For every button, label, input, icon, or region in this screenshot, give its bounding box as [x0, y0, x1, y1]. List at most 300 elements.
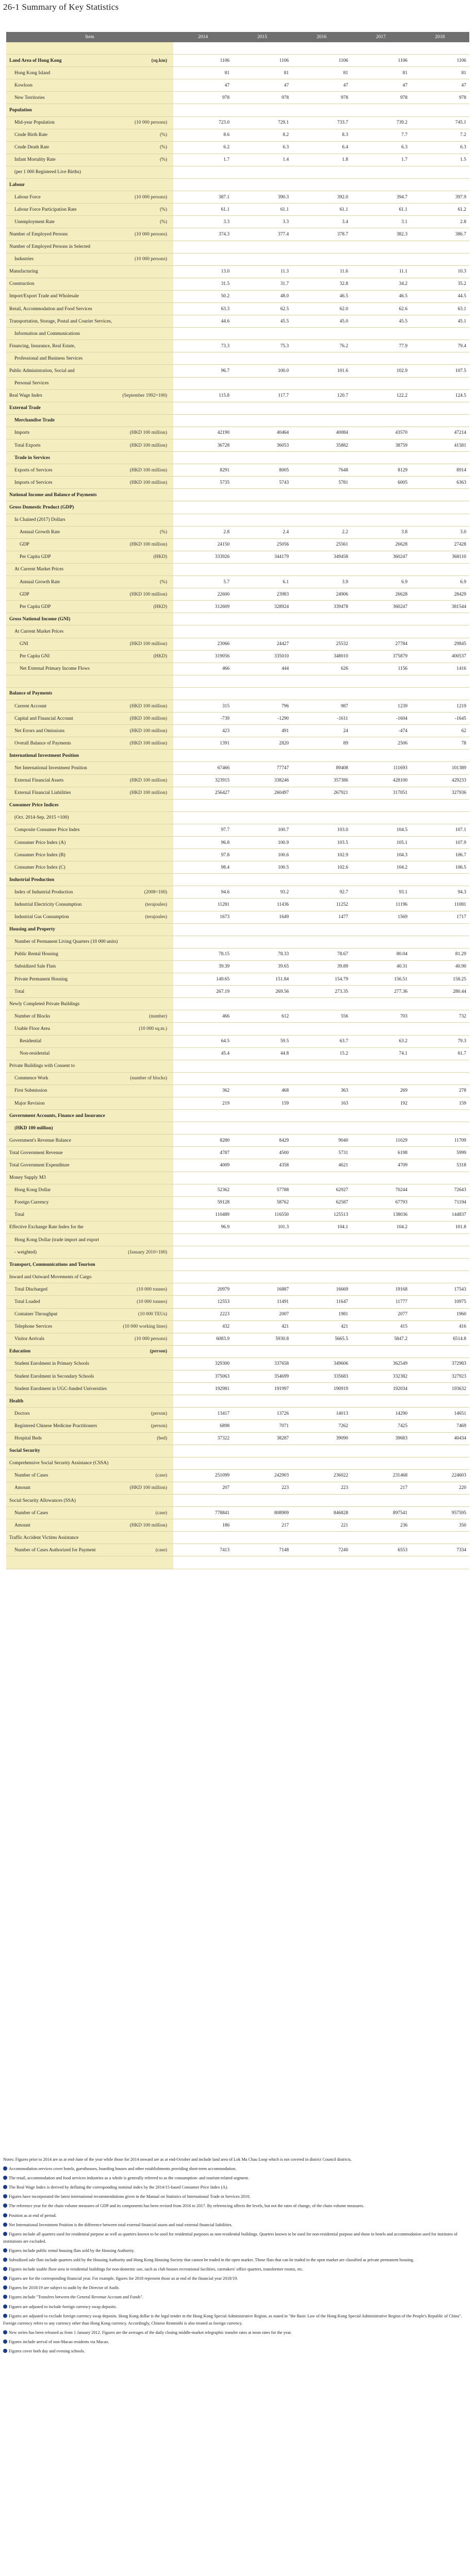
- table-row: [6, 166, 469, 178]
- value-cell-2017: 1569: [351, 911, 411, 923]
- value-cell-2016: 556: [292, 1010, 351, 1023]
- value-cell-2014: 50.2: [173, 290, 233, 302]
- value-cell-2017: 5847.2: [351, 1333, 411, 1345]
- value-cell-2015: [233, 402, 292, 414]
- row-label-cell: [6, 55, 173, 67]
- value-cell-2016: [292, 874, 351, 886]
- value-cell-2014: [173, 563, 233, 575]
- value-cell-2016: [292, 1556, 351, 1569]
- row-label-cell: [6, 774, 173, 787]
- table-row: [6, 787, 469, 799]
- value-cell-2016: 349458: [292, 551, 351, 563]
- row-label: Health: [9, 1398, 24, 1404]
- value-cell-2018: [411, 241, 469, 253]
- value-cell-2017: 192: [351, 1097, 411, 1109]
- note-marker-icon: [3, 2166, 7, 2171]
- value-cell-2016: [292, 1445, 351, 1457]
- row-label: Public Administration, Social and: [9, 368, 75, 374]
- value-cell-2018: 8914: [411, 464, 469, 477]
- note-marker-icon: [3, 2232, 7, 2236]
- row-label: Retail, Accommodation and Food Services: [9, 306, 92, 312]
- row-unit: (terajoules): [145, 902, 167, 908]
- value-cell-2015: [233, 1259, 292, 1271]
- row-label-cell: [6, 948, 173, 960]
- value-cell-2015: [233, 687, 292, 700]
- value-cell-2018: [411, 811, 469, 824]
- table-row: [6, 1134, 469, 1147]
- value-cell-2017: 93.1: [351, 886, 411, 899]
- row-label-cell: [6, 1084, 173, 1097]
- value-cell-2018: 101389: [411, 762, 469, 774]
- row-label: Private Permanent Housing: [14, 976, 68, 982]
- value-cell-2016: [292, 179, 351, 191]
- table-row: [6, 998, 469, 1010]
- value-cell-2015: 2007: [233, 1308, 292, 1320]
- value-cell-2018: [411, 1457, 469, 1469]
- note-marker-icon: [3, 2304, 7, 2309]
- value-cell-2017: 362549: [351, 1358, 411, 1370]
- value-cell-2017: 104.2: [351, 1221, 411, 1233]
- table-row: [6, 1457, 469, 1469]
- value-cell-2016: 32.8: [292, 278, 351, 290]
- value-cell-2014: 31.5: [173, 278, 233, 290]
- value-cell-2016: 5781: [292, 477, 351, 489]
- value-cell-2017: 104.3: [351, 849, 411, 861]
- table-row: [6, 713, 469, 725]
- row-unit: (HKD 100 million): [129, 1522, 167, 1528]
- row-label: Gross National Income (GNI): [9, 616, 71, 622]
- value-cell-2015: 159: [233, 1097, 292, 1109]
- table-row: [6, 986, 469, 998]
- value-cell-2016: 392.0: [292, 191, 351, 204]
- value-cell-2015: [233, 166, 292, 178]
- row-label-cell: [6, 216, 173, 228]
- row-label-cell: [6, 588, 173, 601]
- row-label: Number of Cases: [14, 1510, 48, 1516]
- value-cell-2015: 491: [233, 725, 292, 737]
- value-cell-2018: 78: [411, 737, 469, 750]
- value-cell-2016: [292, 1072, 351, 1084]
- value-cell-2014: [173, 179, 233, 191]
- row-label: Per Capita GNI: [20, 654, 50, 659]
- row-label-cell: [6, 204, 173, 216]
- table-header-row: [6, 32, 469, 42]
- table-row: [6, 737, 469, 750]
- value-cell-2017: -474: [351, 725, 411, 737]
- value-cell-2017: [351, 514, 411, 526]
- value-cell-2016: [292, 42, 351, 55]
- value-cell-2014: [173, 377, 233, 389]
- value-cell-2018: [411, 1072, 469, 1084]
- note-item: [3, 2184, 470, 2191]
- value-cell-2014: 375063: [173, 1370, 233, 1383]
- value-cell-2016: 223: [292, 1482, 351, 1494]
- value-cell-2015: 354699: [233, 1370, 292, 1383]
- value-cell-2016: [292, 1271, 351, 1283]
- row-label: Industrial Gas Consumption: [14, 914, 69, 920]
- value-cell-2017: [351, 42, 411, 55]
- value-cell-2017: 192034: [351, 1383, 411, 1395]
- value-cell-2018: [411, 687, 469, 700]
- row-label-cell: [6, 1172, 173, 1184]
- note-text: The Real Wage Index is derived by deflating the corresponding nominal index by the 2014/15-based Consumer Price Index (A).: [9, 2185, 228, 2190]
- row-label-cell: [6, 960, 173, 973]
- table-row: [6, 514, 469, 526]
- value-cell-2017: 1.7: [351, 154, 411, 166]
- table-row: [6, 973, 469, 986]
- note-item: [3, 2231, 470, 2245]
- row-unit: (10 000 persons): [134, 231, 167, 237]
- value-cell-2018: 732: [411, 1010, 469, 1023]
- section-row: [6, 452, 469, 464]
- row-label: Consumer Price Index (A): [14, 840, 66, 845]
- value-cell-2016: [292, 1494, 351, 1506]
- value-cell-2018: [411, 874, 469, 886]
- table-row: [6, 389, 469, 402]
- value-cell-2016: [292, 104, 351, 116]
- value-cell-2017: 703: [351, 1010, 411, 1023]
- value-cell-2016: [292, 1122, 351, 1134]
- row-label: Manufacturing: [9, 269, 38, 275]
- value-cell-2014: 97.7: [173, 824, 233, 836]
- table-row: [6, 241, 469, 253]
- row-label: Trade in Services: [14, 455, 51, 461]
- value-cell-2015: 444: [233, 663, 292, 675]
- value-cell-2014: 2.8: [173, 526, 233, 538]
- value-cell-2014: 42190: [173, 427, 233, 439]
- value-cell-2016: 14013: [292, 1408, 351, 1420]
- value-cell-2015: 335010: [233, 650, 292, 663]
- value-cell-2016: 103.5: [292, 837, 351, 849]
- table-row: [6, 948, 469, 960]
- value-cell-2015: 116550: [233, 1209, 292, 1221]
- row-label-cell: [6, 1147, 173, 1159]
- row-label-cell: [6, 154, 173, 166]
- note-text: Figures for 2018/19 are subject to audit by the Director of Audit.: [9, 2285, 120, 2291]
- note-text: Figures have incorporated the latest international recommendations given in the Manual on Statistics of International Trade in Services 2010.: [9, 2194, 251, 2199]
- value-cell-2015: 4500: [233, 1147, 292, 1159]
- value-cell-2017: 3.8: [351, 526, 411, 538]
- value-cell-2014: 67466: [173, 762, 233, 774]
- value-cell-2017: [351, 625, 411, 638]
- row-label-cell: [6, 1333, 173, 1345]
- value-cell-2015: [233, 452, 292, 464]
- value-cell-2017: 2077: [351, 1308, 411, 1320]
- row-label-cell: [6, 315, 173, 328]
- value-cell-2015: 7148: [233, 1544, 292, 1556]
- value-cell-2014: 61.1: [173, 204, 233, 216]
- value-cell-2017: 3.1: [351, 216, 411, 228]
- row-label-cell: [6, 1209, 173, 1221]
- value-cell-2018: [411, 402, 469, 414]
- section-row: [6, 799, 469, 811]
- row-label: Crude Birth Rate: [14, 132, 48, 138]
- value-cell-2018: [411, 1556, 469, 1569]
- row-label-cell: [6, 452, 173, 464]
- value-cell-2017: 11.1: [351, 265, 411, 278]
- value-cell-2017: 7425: [351, 1420, 411, 1432]
- row-label-cell: [6, 1246, 173, 1259]
- row-label-cell: [6, 700, 173, 712]
- table-row: [6, 551, 469, 563]
- row-label: External Financial Liabilities: [14, 790, 71, 796]
- row-unit: (%): [159, 219, 167, 225]
- row-label: Transport, Communications and Tourism: [9, 1262, 95, 1267]
- row-label-cell: [6, 750, 173, 762]
- value-cell-2015: 612: [233, 1010, 292, 1023]
- value-cell-2014: 96.8: [173, 837, 233, 849]
- row-label-cell: [6, 1544, 173, 1556]
- value-cell-2016: [292, 625, 351, 638]
- value-cell-2016: [292, 1110, 351, 1122]
- row-unit: (HKD): [153, 604, 167, 609]
- value-cell-2018: 11709: [411, 1134, 469, 1147]
- row-label-cell: [6, 67, 173, 79]
- value-cell-2018: 40434: [411, 1432, 469, 1445]
- value-cell-2014: [173, 687, 233, 700]
- value-cell-2016: 154.79: [292, 973, 351, 986]
- table-row: [6, 601, 469, 613]
- value-cell-2018: 106.5: [411, 861, 469, 874]
- value-cell-2017: 77.9: [351, 340, 411, 352]
- row-label-cell: [6, 265, 173, 278]
- value-cell-2016: [292, 811, 351, 824]
- value-cell-2015: 16887: [233, 1283, 292, 1296]
- value-cell-2018: 44.5: [411, 290, 469, 302]
- row-unit: (%): [159, 207, 167, 212]
- row-label-cell: [6, 663, 173, 675]
- value-cell-2015: [233, 1060, 292, 1072]
- value-cell-2014: 1673: [173, 911, 233, 923]
- value-cell-2016: [292, 514, 351, 526]
- table-row: [6, 1047, 469, 1060]
- row-label-cell: [6, 576, 173, 588]
- table-row: [6, 228, 469, 241]
- value-cell-2015: [233, 613, 292, 625]
- table-row: [6, 55, 469, 67]
- row-label-cell: [6, 538, 173, 551]
- note-item: [3, 2303, 470, 2311]
- value-cell-2016: 978: [292, 92, 351, 104]
- row-label: Total: [14, 1212, 25, 1218]
- row-unit: (10 000 tonnes): [137, 1286, 167, 1292]
- value-cell-2017: 360247: [351, 551, 411, 563]
- row-label: Total Government Revenue: [9, 1150, 63, 1156]
- value-cell-2017: 40.31: [351, 960, 411, 973]
- value-cell-2018: [411, 1494, 469, 1506]
- row-label-cell: [6, 241, 173, 253]
- row-label: Construction: [9, 281, 35, 287]
- value-cell-2015: 77747: [233, 762, 292, 774]
- value-cell-2018: [411, 1395, 469, 1408]
- value-cell-2018: 94.3: [411, 886, 469, 899]
- value-cell-2017: 11196: [351, 899, 411, 911]
- value-cell-2016: 62927: [292, 1184, 351, 1196]
- value-cell-2015: [233, 253, 292, 265]
- table-row: [6, 67, 469, 79]
- row-label: Per Capita GDP: [20, 604, 51, 609]
- row-label: Education: [9, 1349, 31, 1354]
- value-cell-2014: 24150: [173, 538, 233, 551]
- value-cell-2018: 978: [411, 92, 469, 104]
- row-label: National Income and Balance of Payments: [9, 492, 97, 498]
- note-marker-icon: [3, 2267, 7, 2271]
- value-cell-2014: 4009: [173, 1159, 233, 1172]
- table-row: [6, 1283, 469, 1296]
- row-label: External Trade: [9, 405, 41, 411]
- row-label: Number of Employed Persons in Selected: [9, 244, 90, 250]
- value-cell-2017: 19168: [351, 1283, 411, 1296]
- row-label-cell: [6, 477, 173, 489]
- value-cell-2016: [292, 1259, 351, 1271]
- value-cell-2015: [233, 414, 292, 427]
- value-cell-2018: [411, 1060, 469, 1072]
- note-text: Figures are for the corresponding financial year. For example, figures for 2018 represent those as at end of the financial year 2018/19.: [9, 2276, 238, 2281]
- value-cell-2015: 23983: [233, 588, 292, 601]
- value-cell-2017: 1156: [351, 663, 411, 675]
- row-label: Mid-year Population: [14, 120, 55, 126]
- row-label: Doctors: [14, 1411, 30, 1416]
- row-label-cell: [6, 998, 173, 1010]
- value-cell-2017: 236: [351, 1519, 411, 1532]
- value-cell-2018: 2.8: [411, 216, 469, 228]
- note-item: [3, 2257, 470, 2264]
- value-cell-2014: 6083.9: [173, 1333, 233, 1345]
- row-label: Import/Export Trade and Wholesale: [9, 294, 79, 299]
- value-cell-2018: 745.1: [411, 116, 469, 129]
- value-cell-2017: 382.3: [351, 228, 411, 241]
- row-label: Foreign Currency: [14, 1200, 49, 1206]
- section-row: [6, 613, 469, 625]
- row-label-cell: [6, 1259, 173, 1271]
- row-label-cell: [6, 290, 173, 302]
- value-cell-2017: 105.1: [351, 837, 411, 849]
- value-cell-2014: 207: [173, 1482, 233, 1494]
- value-cell-2015: 62.5: [233, 302, 292, 315]
- table-row: [6, 1370, 469, 1383]
- row-label: Visitor Arrivals: [14, 1336, 45, 1342]
- row-label: (Oct. 2014-Sep. 2015 =100): [14, 815, 69, 821]
- value-cell-2015: [233, 936, 292, 948]
- value-cell-2018: 350: [411, 1519, 469, 1532]
- value-cell-2018: [411, 613, 469, 625]
- value-cell-2018: [411, 514, 469, 526]
- value-cell-2015: 269.56: [233, 986, 292, 998]
- value-cell-2016: [292, 1395, 351, 1408]
- row-label-cell: [6, 464, 173, 477]
- value-cell-2015: [233, 1345, 292, 1358]
- table-row: [6, 302, 469, 315]
- value-cell-2018: [411, 452, 469, 464]
- value-cell-2014: 98.4: [173, 861, 233, 874]
- table-row: [6, 725, 469, 737]
- row-label: External Financial Assets: [14, 778, 64, 784]
- value-cell-2018: 27428: [411, 538, 469, 551]
- table-row: [6, 563, 469, 575]
- value-cell-2016: 78.67: [292, 948, 351, 960]
- table-row: [6, 377, 469, 389]
- column-header-2016: 2016: [292, 32, 351, 42]
- note-item: [3, 2294, 470, 2301]
- table-row: [6, 886, 469, 899]
- value-cell-2016: [292, 402, 351, 414]
- row-label-cell: [6, 824, 173, 836]
- row-label: Residential: [20, 1039, 42, 1044]
- value-cell-2018: 3.0: [411, 526, 469, 538]
- value-cell-2017: [351, 1271, 411, 1283]
- value-cell-2016: [292, 166, 351, 178]
- value-cell-2014: 4787: [173, 1147, 233, 1159]
- value-cell-2014: 96.9: [173, 1221, 233, 1233]
- value-cell-2014: [173, 501, 233, 514]
- row-unit: (person): [151, 1423, 167, 1429]
- row-label-cell: [6, 141, 173, 154]
- value-cell-2015: 93.2: [233, 886, 292, 899]
- value-cell-2016: 16669: [292, 1283, 351, 1296]
- note-text: Subsidized sale flats include quarters sold by the Housing Authority and Hong Kong Housing Society that cannot be traded in the open market. Those flats that can be traded in the open market are classified as private permanent housing.: [9, 2258, 415, 2263]
- value-cell-2015: 337658: [233, 1358, 292, 1370]
- row-label: Social Security: [9, 1448, 40, 1454]
- row-unit: (10 000 sq.m.): [139, 1026, 167, 1031]
- value-cell-2016: 335683: [292, 1370, 351, 1383]
- row-label: Social Security Allowances (SSA): [9, 1498, 76, 1503]
- value-cell-2018: [411, 625, 469, 638]
- value-cell-2018: 106.7: [411, 849, 469, 861]
- note-item: [3, 2313, 470, 2327]
- value-cell-2017: 6.9: [351, 576, 411, 588]
- value-cell-2014: 8280: [173, 1134, 233, 1147]
- value-cell-2018: 29845: [411, 638, 469, 650]
- value-cell-2016: 35882: [292, 439, 351, 452]
- value-cell-2016: 357386: [292, 774, 351, 787]
- value-cell-2018: 278: [411, 1084, 469, 1097]
- notes-section: [3, 2156, 470, 2357]
- row-unit: (HKD 100 million): [129, 778, 167, 784]
- row-unit: (person): [150, 1349, 167, 1354]
- note-text: The retail, accommodation and food services industries as a whole is generally referred to as the consumption- and tourism-related segment.: [9, 2176, 249, 2181]
- value-cell-2017: [351, 1023, 411, 1035]
- row-label: Major Revision: [14, 1100, 45, 1106]
- value-cell-2018: [411, 563, 469, 575]
- value-cell-2017: 1239: [351, 700, 411, 712]
- table-row: [6, 1184, 469, 1196]
- value-cell-2018: 429233: [411, 774, 469, 787]
- value-cell-2017: 43570: [351, 427, 411, 439]
- table-row: [6, 328, 469, 340]
- value-cell-2015: [233, 1110, 292, 1122]
- row-unit: (2008=100): [144, 889, 167, 895]
- row-label: Per Capita GDP: [20, 554, 51, 560]
- note-marker-icon: [3, 2349, 7, 2353]
- row-label: Subsidized Sale Flats: [14, 964, 56, 970]
- value-cell-2016: [292, 923, 351, 936]
- value-cell-2017: [351, 414, 411, 427]
- row-label: Total Discharged: [14, 1286, 47, 1292]
- row-label-cell: [6, 1110, 173, 1122]
- value-cell-2017: 269: [351, 1084, 411, 1097]
- table-row: [6, 129, 469, 141]
- value-cell-2014: 11281: [173, 899, 233, 911]
- value-cell-2014: 432: [173, 1320, 233, 1333]
- value-cell-2017: [351, 1259, 411, 1271]
- row-label-cell: [6, 973, 173, 986]
- value-cell-2016: 8.3: [292, 129, 351, 141]
- value-cell-2017: [351, 1072, 411, 1084]
- table-row: [6, 352, 469, 365]
- row-unit: (%): [159, 579, 167, 585]
- value-cell-2016: 273.35: [292, 986, 351, 998]
- value-cell-2014: [173, 241, 233, 253]
